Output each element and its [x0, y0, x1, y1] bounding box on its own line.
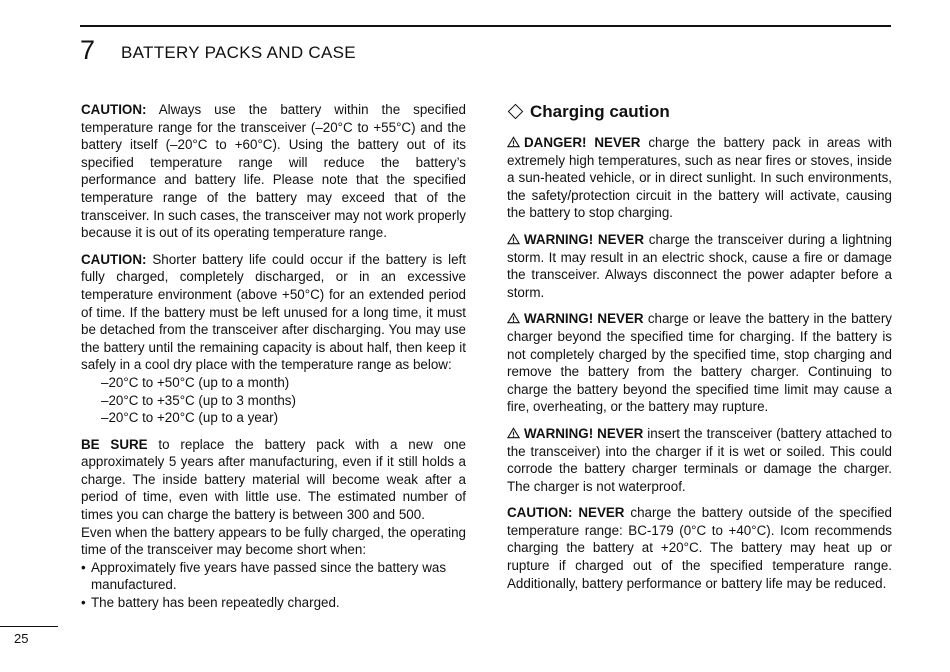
be-sure-text: to replace the battery pack with a new one approximately 5 years after manufacturing, even if it still holds a charge. The inside battery material will become weak after a period of time, even with little use. The estimated number of times you can charge the battery is between 300 and 500.: [81, 436, 466, 523]
list-item: [81, 594, 466, 612]
header-rule: [80, 25, 891, 27]
caution-text: Always use the battery within the specified temperature range for the transceiver (–20°C to +55°C) and the battery itself (–20°C to +60°C). Using the battery out of its specified temperature range will reduce the battery’s performance and battery life. Please note that the specified temperature range of the battery may exceed that of the transceiver. In such cases, the transceiver may not work properly because it is out of its operating temperature range.: [81, 102, 466, 241]
warning-text: charge the transceiver during a lightning storm. It may result in an electric shock, cause a fire or damage the transceiver. Always disconnect the power adapter before a storm.: [507, 231, 893, 300]
caution-temperature-paragraph: [81, 101, 466, 242]
range-item: –20°C to +20°C (up to a year): [101, 410, 279, 426]
short-operating-time-paragraph: Even when the battery appears to be fully charged, the operating time of the transceiver may become short when:: [81, 524, 466, 558]
caution-text: Shorter battery life could occur if the battery is left fully charged, completely discharged, or in an excessive temperature environment (above +50°C) for an extended period of time. If the battery must be left unused for a long time, it must be detached from the transceiver after discharging. You may use the battery until the remaining capacity is about half, then keep it safely in a cool dry place with the temperature range as below:: [81, 251, 466, 373]
bullet-icon: •: [81, 595, 86, 611]
page-number: 25: [0, 626, 58, 647]
be-sure-paragraph: [81, 436, 466, 524]
chapter-number: 7: [80, 35, 96, 65]
list-item: [81, 559, 466, 594]
temperature-range-list: [81, 374, 466, 427]
caution-label: CAUTION:: [81, 102, 147, 117]
warning-triangle-icon: [507, 136, 520, 148]
bullet-text: Approximately five years have passed since the battery was manufactured.: [91, 559, 447, 593]
warning-label: WARNING! NEVER: [524, 311, 644, 327]
warning-triangle-icon: [507, 427, 520, 439]
warning-triangle-icon: [507, 233, 520, 245]
caution-label: CAUTION:: [81, 251, 147, 267]
caution-storage-paragraph: [81, 251, 466, 374]
danger-text: charge the battery pack in areas with extremely high temperatures, such as near fires or stoves, inside a sun-heated vehicle, or in direct sunlight. In such environments, the safety/protection circuit in the battery will activate, causing the battery to stop charging.: [507, 135, 892, 221]
section-title: Charging caution: [530, 102, 670, 121]
caution-charge-temperature-paragraph: [507, 504, 892, 592]
bullet-text: The battery has been repeatedly charged.: [91, 595, 340, 611]
right-column: [507, 101, 892, 601]
range-item: –20°C to +35°C (up to 3 months): [101, 392, 296, 408]
section-heading: [507, 101, 892, 123]
chapter-title: BATTERY PACKS AND CASE: [121, 43, 356, 62]
warning-wet-paragraph: [507, 425, 892, 495]
caution-label: CAUTION: NEVER: [507, 505, 625, 521]
warning-label: WARNING! NEVER: [524, 425, 644, 441]
warning-label: WARNING! NEVER: [524, 231, 645, 247]
danger-label: DANGER! NEVER: [524, 135, 641, 150]
warning-overcharge-paragraph: [507, 310, 892, 416]
danger-paragraph: [507, 134, 892, 222]
warning-text: charge or leave the battery in the battery charger beyond the specified time for charging. If the battery is not completely charged by the specified time, stop charging and remove the battery from the battery charger. Continuing to charge the battery beyond the specified time limit may cause a fire, overheating, or the battery may rupture.: [507, 311, 893, 415]
warning-lightning-paragraph: [507, 231, 892, 301]
be-sure-label: BE SURE: [81, 436, 148, 452]
warning-triangle-icon: [507, 312, 520, 324]
bullet-list: [81, 559, 466, 612]
warning-text: insert the transceiver (battery attached to the transceiver) into the charger if it is wet or soiled. This could corrode the battery charger terminals or damage the charger. The charger is not waterproof.: [507, 425, 892, 494]
bullet-icon: •: [81, 559, 86, 575]
left-column: [81, 101, 466, 612]
diamond-outline-icon: [508, 104, 524, 120]
range-item: –20°C to +50°C (up to a month): [101, 374, 290, 390]
caution-text: charge the battery outside of the specified temperature range: BC-179 (0°C to +40°C). Icom recommends charging the battery at +20°C. The battery may heat up or rupture if charged out of the specified temperature range. Additionally, battery performance or battery life may be reduced.: [507, 505, 892, 591]
